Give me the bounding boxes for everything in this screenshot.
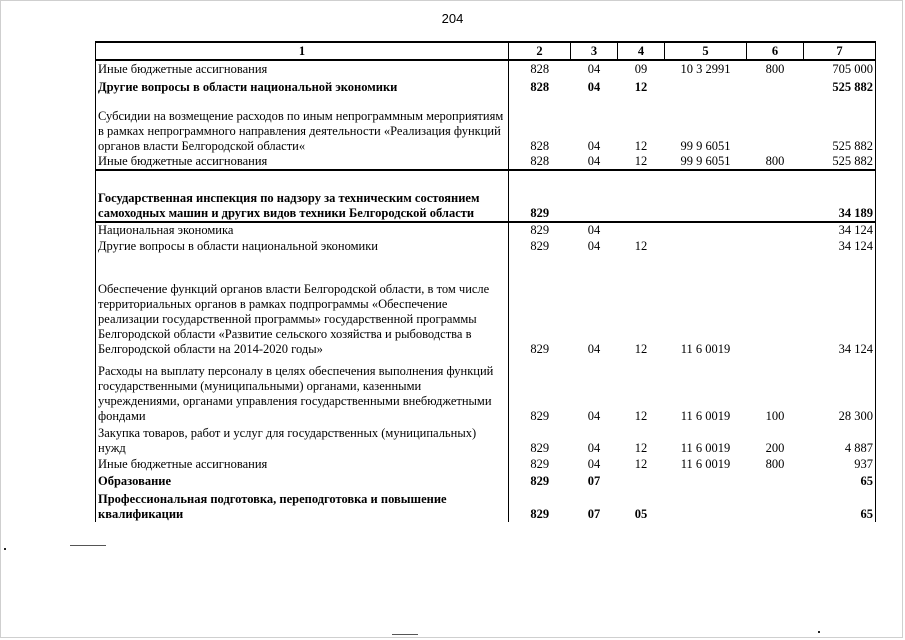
row-name: Иные бюджетные ассигнования: [96, 154, 509, 170]
row-csr: 99 9 6051: [680, 139, 731, 153]
row-razdel: 04: [587, 457, 601, 471]
header-col-1: 1: [96, 42, 509, 60]
row-name: Профессиональная подготовка, переподготовка и повышение квалификации: [96, 489, 509, 522]
table-row: [96, 254, 876, 357]
row-vr: [747, 95, 804, 154]
row-podrazdel: [618, 472, 665, 489]
row-sum: 28 300: [804, 357, 876, 424]
row-sum: 34 124: [804, 222, 876, 238]
row-csr: 10 3 2991: [680, 62, 731, 76]
row-csr: [665, 238, 747, 254]
table-row: [96, 456, 876, 472]
row-name: Иные бюджетные ассигнования: [96, 60, 509, 77]
row-csr: [665, 170, 747, 222]
row-code: 828: [530, 62, 550, 76]
row-vr: 200: [765, 441, 785, 455]
scan-mark-right: [818, 631, 820, 633]
header-col-4: 4: [618, 42, 665, 60]
table-row: [96, 424, 876, 456]
row-vr: 800: [765, 457, 785, 471]
scan-line-bottom: [392, 634, 418, 635]
row-code: 829: [530, 474, 550, 488]
row-sum: 65: [804, 472, 876, 489]
row-name: Иные бюджетные ассигнования: [96, 456, 509, 472]
row-vr: 100: [765, 409, 785, 423]
budget-table: [95, 41, 876, 522]
row-vr: [747, 238, 804, 254]
row-razdel: 07: [587, 507, 601, 521]
row-podrazdel: 12: [634, 441, 648, 455]
row-code: 829: [530, 441, 550, 455]
scan-line-left: [70, 545, 106, 546]
table-row: [96, 77, 876, 95]
header-col-7: 7: [804, 42, 876, 60]
row-csr: [665, 489, 747, 522]
row-name: Национальная экономика: [96, 222, 509, 238]
row-code: 828: [530, 80, 550, 94]
row-vr: [747, 77, 804, 95]
row-razdel: [571, 170, 618, 222]
table-row: [96, 238, 876, 254]
row-csr: 11 6 0019: [680, 457, 731, 471]
row-razdel: 04: [587, 62, 601, 76]
row-code: 828: [530, 139, 550, 153]
row-sum: 525 882: [804, 95, 876, 154]
row-csr: 11 6 0019: [680, 409, 731, 423]
table-row: [96, 154, 876, 170]
table-row: [96, 60, 876, 77]
row-name: Образование: [96, 472, 509, 489]
row-podrazdel: 12: [634, 239, 648, 253]
row-vr: 800: [765, 154, 785, 168]
page-number: 204: [441, 11, 464, 26]
row-sum: 525 882: [804, 154, 876, 170]
scan-mark-left: [4, 548, 6, 550]
row-code: 829: [530, 457, 550, 471]
row-razdel: 04: [587, 80, 601, 94]
row-code: 829: [530, 342, 550, 356]
row-razdel: 04: [587, 342, 601, 356]
row-vr: [747, 472, 804, 489]
row-razdel: 04: [587, 154, 601, 168]
row-csr: [665, 472, 747, 489]
row-code: 828: [530, 154, 550, 168]
row-razdel: 07: [587, 474, 601, 488]
row-name: Государственная инспекция по надзору за техническим состоянием самоходных машин и других видов техники Белгородской области: [96, 170, 509, 222]
row-razdel: 04: [587, 409, 601, 423]
row-sum: 34 124: [804, 238, 876, 254]
row-razdel: 04: [587, 441, 601, 455]
row-csr: [665, 77, 747, 95]
table-row: [96, 357, 876, 424]
row-podrazdel: 12: [634, 457, 648, 471]
row-code: 829: [530, 239, 550, 253]
row-podrazdel: [618, 170, 665, 222]
header-col-5: 5: [665, 42, 747, 60]
row-code: 829: [530, 507, 550, 521]
row-razdel: 04: [587, 223, 601, 237]
row-podrazdel: 12: [634, 409, 648, 423]
table-row: [96, 472, 876, 489]
row-vr: [747, 170, 804, 222]
row-name: Другие вопросы в области национальной экономики: [96, 77, 509, 95]
row-sum: 705 000: [804, 60, 876, 77]
table-row: [96, 489, 876, 522]
row-sum: 65: [804, 489, 876, 522]
row-sum: 937: [804, 456, 876, 472]
row-podrazdel: 09: [634, 62, 648, 76]
row-name: Расходы на выплату персоналу в целях обеспечения выполнения функций государственными (муниципальными) органами, казенными учреждениями, органами управления государственными внебюджетными фондами: [96, 357, 509, 424]
header-col-3: 3: [571, 42, 618, 60]
row-podrazdel: 05: [634, 507, 648, 521]
row-vr: [747, 222, 804, 238]
row-sum: 34 189: [804, 170, 876, 222]
row-csr: 11 6 0019: [680, 441, 731, 455]
table-row: [96, 222, 876, 238]
row-code: 829: [530, 409, 550, 423]
row-podrazdel: 12: [634, 342, 648, 356]
row-name: Закупка товаров, работ и услуг для государственных (муниципальных) нужд: [96, 424, 509, 456]
row-podrazdel: 12: [634, 154, 648, 168]
header-col-2: 2: [509, 42, 571, 60]
row-sum: 525 882: [804, 77, 876, 95]
row-vr: [747, 489, 804, 522]
row-vr: [747, 254, 804, 357]
row-name: Обеспечение функций органов власти Белгородской области, в том числе территориальных органов в рамках подпрограммы «Обеспечение реализации государственной программы» государственной программы Белгородской области «Развитие сельского хозяйства и рыбоводства в Белгородской области на 2014-2020 годы»: [96, 254, 509, 357]
row-razdel: 04: [587, 239, 601, 253]
row-podrazdel: [618, 222, 665, 238]
row-csr: [665, 222, 747, 238]
row-name: Субсидии на возмещение расходов по иным непрограммным мероприятиям в рамках непрограммного направления деятельности «Реализация функций органов власти Белгородской области«: [96, 95, 509, 154]
row-name: Другие вопросы в области национальной экономики: [96, 238, 509, 254]
table-row: [96, 170, 876, 222]
table-row: [96, 95, 876, 154]
row-podrazdel: 12: [634, 80, 648, 94]
header-col-6: 6: [747, 42, 804, 60]
row-code: 829: [530, 223, 550, 237]
header-row: [96, 42, 876, 60]
row-razdel: 04: [587, 139, 601, 153]
row-sum: 34 124: [804, 254, 876, 357]
row-code: 829: [509, 170, 571, 222]
row-vr: 800: [765, 62, 785, 76]
row-podrazdel: 12: [634, 139, 648, 153]
row-csr: 11 6 0019: [680, 342, 731, 356]
row-sum: 4 887: [804, 424, 876, 456]
row-csr: 99 9 6051: [680, 154, 731, 168]
